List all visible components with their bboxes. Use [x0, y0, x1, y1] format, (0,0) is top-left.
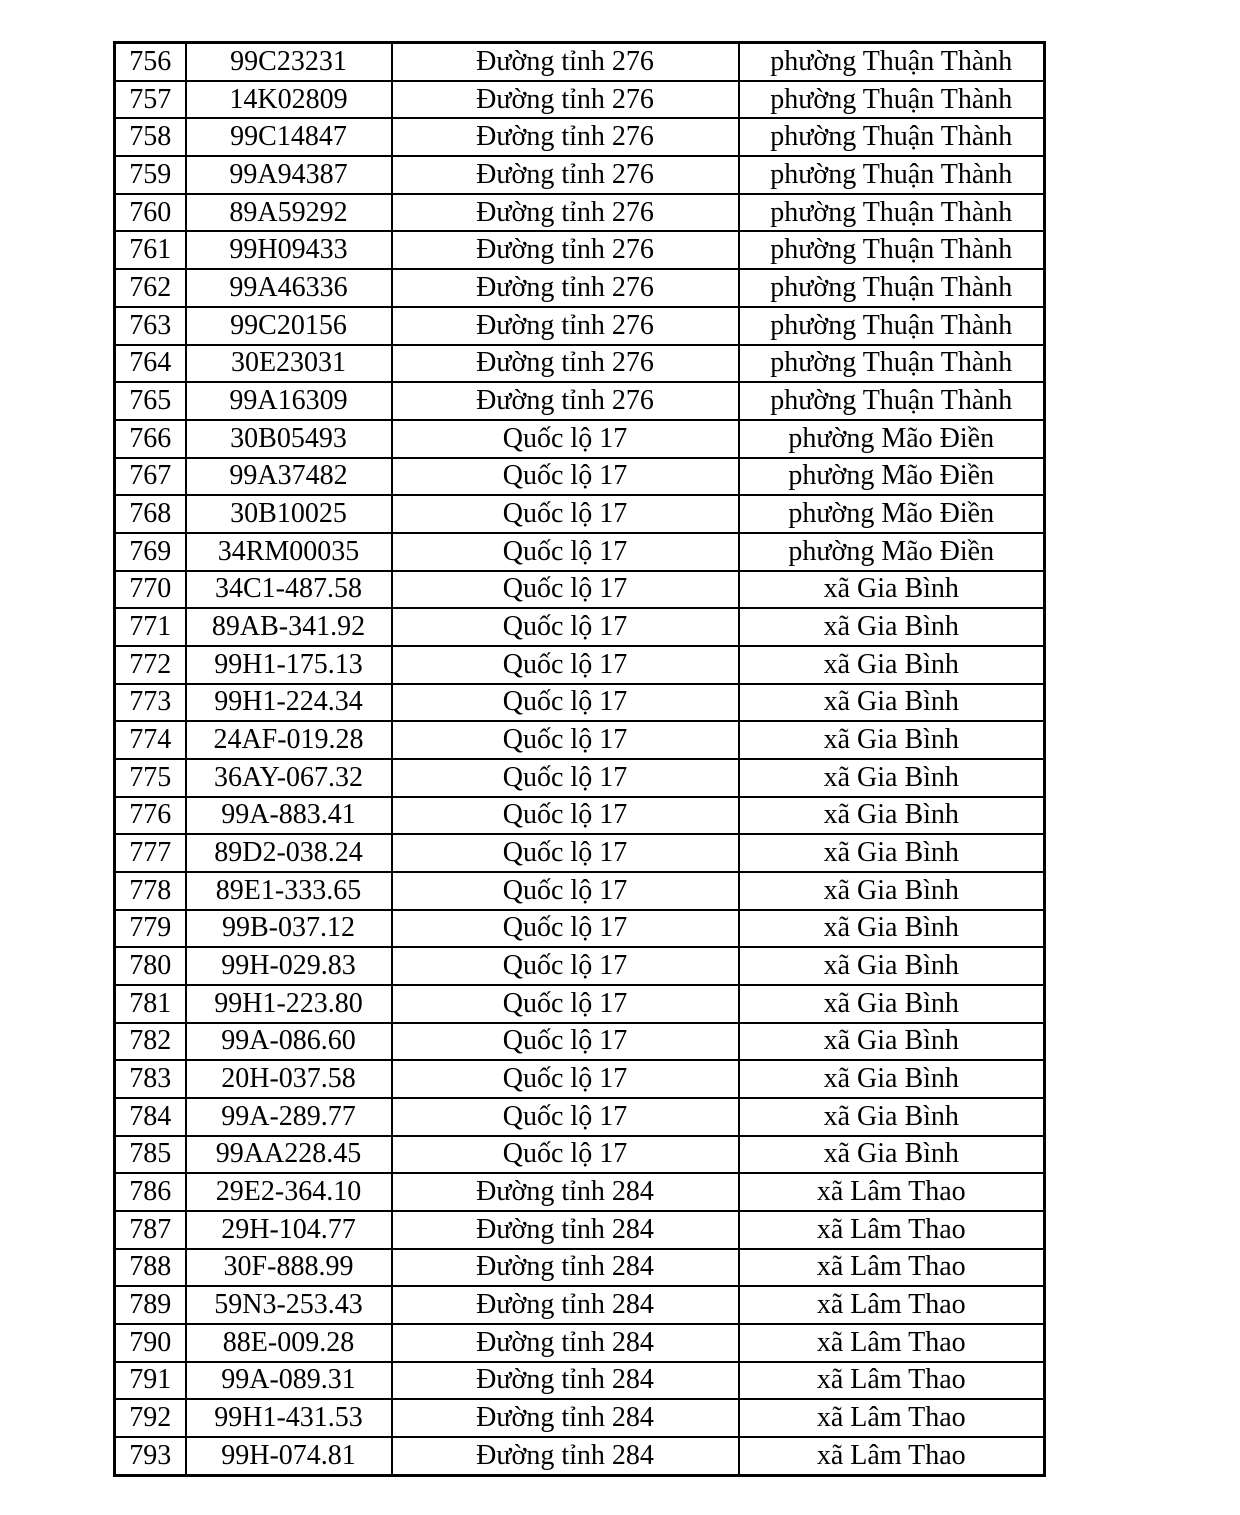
plate-cell: 29E2-364.10 [186, 1173, 392, 1211]
table-row [115, 382, 1045, 420]
ward-cell: phường Mão Điền [739, 533, 1045, 571]
ward-cell: xã Lâm Thao [739, 1437, 1045, 1476]
street-cell: Đường tỉnh 276 [392, 43, 739, 81]
street-cell: Đường tỉnh 284 [392, 1399, 739, 1437]
ward-cell: xã Gia Bình [739, 608, 1045, 646]
street-cell: Đường tỉnh 284 [392, 1249, 739, 1287]
ward-cell: xã Gia Bình [739, 1060, 1045, 1098]
plate-cell: 24AF-019.28 [186, 721, 392, 759]
ward-cell: xã Gia Bình [739, 1023, 1045, 1061]
plate-cell: 99A37482 [186, 458, 392, 496]
street-cell: Đường tỉnh 276 [392, 345, 739, 383]
street-cell: Đường tỉnh 276 [392, 269, 739, 307]
street-cell: Đường tỉnh 284 [392, 1362, 739, 1400]
plate-cell: 99AA228.45 [186, 1136, 392, 1174]
row-number-cell: 768 [115, 495, 186, 533]
plate-cell: 99H1-224.34 [186, 684, 392, 722]
row-number-cell: 779 [115, 910, 186, 948]
ward-cell: phường Thuận Thành [739, 231, 1045, 269]
plate-cell: 99A-086.60 [186, 1023, 392, 1061]
table-row [115, 231, 1045, 269]
ward-cell: xã Gia Bình [739, 834, 1045, 872]
ward-cell: phường Thuận Thành [739, 118, 1045, 156]
ward-cell: xã Gia Bình [739, 797, 1045, 835]
table-row [115, 1324, 1045, 1362]
table-row [115, 910, 1045, 948]
table-row [115, 872, 1045, 910]
row-number-cell: 767 [115, 458, 186, 496]
table-row [115, 1060, 1045, 1098]
table-row [115, 118, 1045, 156]
street-cell: Đường tỉnh 276 [392, 307, 739, 345]
street-cell: Quốc lộ 17 [392, 1136, 739, 1174]
street-cell: Đường tỉnh 276 [392, 81, 739, 119]
street-cell: Quốc lộ 17 [392, 495, 739, 533]
plate-cell: 99B-037.12 [186, 910, 392, 948]
table-row [115, 947, 1045, 985]
row-number-cell: 778 [115, 872, 186, 910]
street-cell: Đường tỉnh 284 [392, 1286, 739, 1324]
row-number-cell: 770 [115, 571, 186, 609]
ward-cell: xã Gia Bình [739, 646, 1045, 684]
vehicle-table [113, 41, 1046, 1477]
ward-cell: xã Lâm Thao [739, 1362, 1045, 1400]
ward-cell: phường Mão Điền [739, 458, 1045, 496]
plate-cell: 30B10025 [186, 495, 392, 533]
row-number-cell: 788 [115, 1249, 186, 1287]
street-cell: Quốc lộ 17 [392, 646, 739, 684]
row-number-cell: 791 [115, 1362, 186, 1400]
row-number-cell: 787 [115, 1211, 186, 1249]
table-row [115, 1399, 1045, 1437]
table-row [115, 834, 1045, 872]
ward-cell: xã Gia Bình [739, 1136, 1045, 1174]
row-number-cell: 785 [115, 1136, 186, 1174]
table-row [115, 307, 1045, 345]
plate-cell: 99H1-175.13 [186, 646, 392, 684]
ward-cell: phường Thuận Thành [739, 43, 1045, 81]
row-number-cell: 780 [115, 947, 186, 985]
ward-cell: xã Lâm Thao [739, 1286, 1045, 1324]
plate-cell: 59N3-253.43 [186, 1286, 392, 1324]
row-number-cell: 775 [115, 759, 186, 797]
street-cell: Đường tỉnh 276 [392, 382, 739, 420]
plate-cell: 89D2-038.24 [186, 834, 392, 872]
vehicle-table-body [115, 43, 1045, 1476]
table-row [115, 156, 1045, 194]
street-cell: Quốc lộ 17 [392, 910, 739, 948]
plate-cell: 89AB-341.92 [186, 608, 392, 646]
street-cell: Quốc lộ 17 [392, 721, 739, 759]
table-row [115, 759, 1045, 797]
street-cell: Đường tỉnh 284 [392, 1211, 739, 1249]
row-number-cell: 769 [115, 533, 186, 571]
table-row [115, 420, 1045, 458]
table-row [115, 684, 1045, 722]
plate-cell: 99H09433 [186, 231, 392, 269]
ward-cell: xã Gia Bình [739, 1098, 1045, 1136]
ward-cell: xã Gia Bình [739, 947, 1045, 985]
plate-cell: 34RM00035 [186, 533, 392, 571]
ward-cell: phường Thuận Thành [739, 156, 1045, 194]
plate-cell: 30B05493 [186, 420, 392, 458]
row-number-cell: 756 [115, 43, 186, 81]
street-cell: Quốc lộ 17 [392, 872, 739, 910]
table-row [115, 1136, 1045, 1174]
row-number-cell: 790 [115, 1324, 186, 1362]
table-row [115, 1098, 1045, 1136]
ward-cell: xã Gia Bình [739, 985, 1045, 1023]
table-row [115, 646, 1045, 684]
street-cell: Quốc lộ 17 [392, 797, 739, 835]
plate-cell: 34C1-487.58 [186, 571, 392, 609]
street-cell: Đường tỉnh 276 [392, 231, 739, 269]
street-cell: Quốc lộ 17 [392, 1023, 739, 1061]
ward-cell: xã Gia Bình [739, 571, 1045, 609]
plate-cell: 99H1-223.80 [186, 985, 392, 1023]
ward-cell: phường Mão Điền [739, 495, 1045, 533]
street-cell: Quốc lộ 17 [392, 759, 739, 797]
ward-cell: phường Thuận Thành [739, 345, 1045, 383]
street-cell: Quốc lộ 17 [392, 834, 739, 872]
row-number-cell: 765 [115, 382, 186, 420]
row-number-cell: 757 [115, 81, 186, 119]
street-cell: Đường tỉnh 284 [392, 1173, 739, 1211]
plate-cell: 99C20156 [186, 307, 392, 345]
table-row [115, 1249, 1045, 1287]
plate-cell: 99H1-431.53 [186, 1399, 392, 1437]
plate-cell: 14K02809 [186, 81, 392, 119]
ward-cell: xã Lâm Thao [739, 1399, 1045, 1437]
table-row [115, 533, 1045, 571]
table-row [115, 269, 1045, 307]
row-number-cell: 758 [115, 118, 186, 156]
table-row [115, 985, 1045, 1023]
street-cell: Đường tỉnh 284 [392, 1437, 739, 1476]
ward-cell: phường Thuận Thành [739, 81, 1045, 119]
ward-cell: phường Mão Điền [739, 420, 1045, 458]
row-number-cell: 781 [115, 985, 186, 1023]
plate-cell: 99H-074.81 [186, 1437, 392, 1476]
table-row [115, 1362, 1045, 1400]
street-cell: Quốc lộ 17 [392, 985, 739, 1023]
street-cell: Quốc lộ 17 [392, 684, 739, 722]
ward-cell: xã Gia Bình [739, 721, 1045, 759]
ward-cell: xã Lâm Thao [739, 1211, 1045, 1249]
row-number-cell: 784 [115, 1098, 186, 1136]
plate-cell: 99C14847 [186, 118, 392, 156]
ward-cell: phường Thuận Thành [739, 194, 1045, 232]
table-row [115, 1437, 1045, 1476]
table-row [115, 571, 1045, 609]
row-number-cell: 786 [115, 1173, 186, 1211]
plate-cell: 99A46336 [186, 269, 392, 307]
street-cell: Quốc lộ 17 [392, 571, 739, 609]
row-number-cell: 760 [115, 194, 186, 232]
row-number-cell: 759 [115, 156, 186, 194]
street-cell: Quốc lộ 17 [392, 533, 739, 571]
ward-cell: phường Thuận Thành [739, 382, 1045, 420]
plate-cell: 30F-888.99 [186, 1249, 392, 1287]
plate-cell: 99H-029.83 [186, 947, 392, 985]
ward-cell: phường Thuận Thành [739, 269, 1045, 307]
table-row [115, 495, 1045, 533]
ward-cell: xã Gia Bình [739, 872, 1045, 910]
plate-cell: 99A-289.77 [186, 1098, 392, 1136]
row-number-cell: 763 [115, 307, 186, 345]
plate-cell: 99A16309 [186, 382, 392, 420]
ward-cell: xã Lâm Thao [739, 1249, 1045, 1287]
plate-cell: 89A59292 [186, 194, 392, 232]
plate-cell: 99A-089.31 [186, 1362, 392, 1400]
street-cell: Đường tỉnh 284 [392, 1324, 739, 1362]
ward-cell: xã Gia Bình [739, 759, 1045, 797]
row-number-cell: 782 [115, 1023, 186, 1061]
row-number-cell: 776 [115, 797, 186, 835]
plate-cell: 99A94387 [186, 156, 392, 194]
row-number-cell: 764 [115, 345, 186, 383]
row-number-cell: 783 [115, 1060, 186, 1098]
ward-cell: xã Gia Bình [739, 910, 1045, 948]
street-cell: Quốc lộ 17 [392, 947, 739, 985]
plate-cell: 89E1-333.65 [186, 872, 392, 910]
table-row [115, 1211, 1045, 1249]
plate-cell: 29H-104.77 [186, 1211, 392, 1249]
table-row [115, 1286, 1045, 1324]
table-row [115, 721, 1045, 759]
street-cell: Quốc lộ 17 [392, 458, 739, 496]
table-row [115, 797, 1045, 835]
street-cell: Đường tỉnh 276 [392, 194, 739, 232]
street-cell: Đường tỉnh 276 [392, 118, 739, 156]
row-number-cell: 789 [115, 1286, 186, 1324]
table-row [115, 345, 1045, 383]
street-cell: Quốc lộ 17 [392, 608, 739, 646]
table-row [115, 81, 1045, 119]
table-row [115, 194, 1045, 232]
table-row [115, 43, 1045, 81]
plate-cell: 99C23231 [186, 43, 392, 81]
row-number-cell: 793 [115, 1437, 186, 1476]
ward-cell: xã Gia Bình [739, 684, 1045, 722]
plate-cell: 36AY-067.32 [186, 759, 392, 797]
ward-cell: phường Thuận Thành [739, 307, 1045, 345]
plate-cell: 99A-883.41 [186, 797, 392, 835]
row-number-cell: 774 [115, 721, 186, 759]
plate-cell: 88E-009.28 [186, 1324, 392, 1362]
table-row [115, 458, 1045, 496]
row-number-cell: 792 [115, 1399, 186, 1437]
row-number-cell: 761 [115, 231, 186, 269]
street-cell: Quốc lộ 17 [392, 1060, 739, 1098]
row-number-cell: 773 [115, 684, 186, 722]
table-row [115, 608, 1045, 646]
street-cell: Quốc lộ 17 [392, 1098, 739, 1136]
plate-cell: 30E23031 [186, 345, 392, 383]
ward-cell: xã Lâm Thao [739, 1173, 1045, 1211]
street-cell: Đường tỉnh 276 [392, 156, 739, 194]
street-cell: Quốc lộ 17 [392, 420, 739, 458]
row-number-cell: 777 [115, 834, 186, 872]
ward-cell: xã Lâm Thao [739, 1324, 1045, 1362]
table-row [115, 1023, 1045, 1061]
row-number-cell: 762 [115, 269, 186, 307]
row-number-cell: 771 [115, 608, 186, 646]
row-number-cell: 766 [115, 420, 186, 458]
plate-cell: 20H-037.58 [186, 1060, 392, 1098]
row-number-cell: 772 [115, 646, 186, 684]
table-row [115, 1173, 1045, 1211]
